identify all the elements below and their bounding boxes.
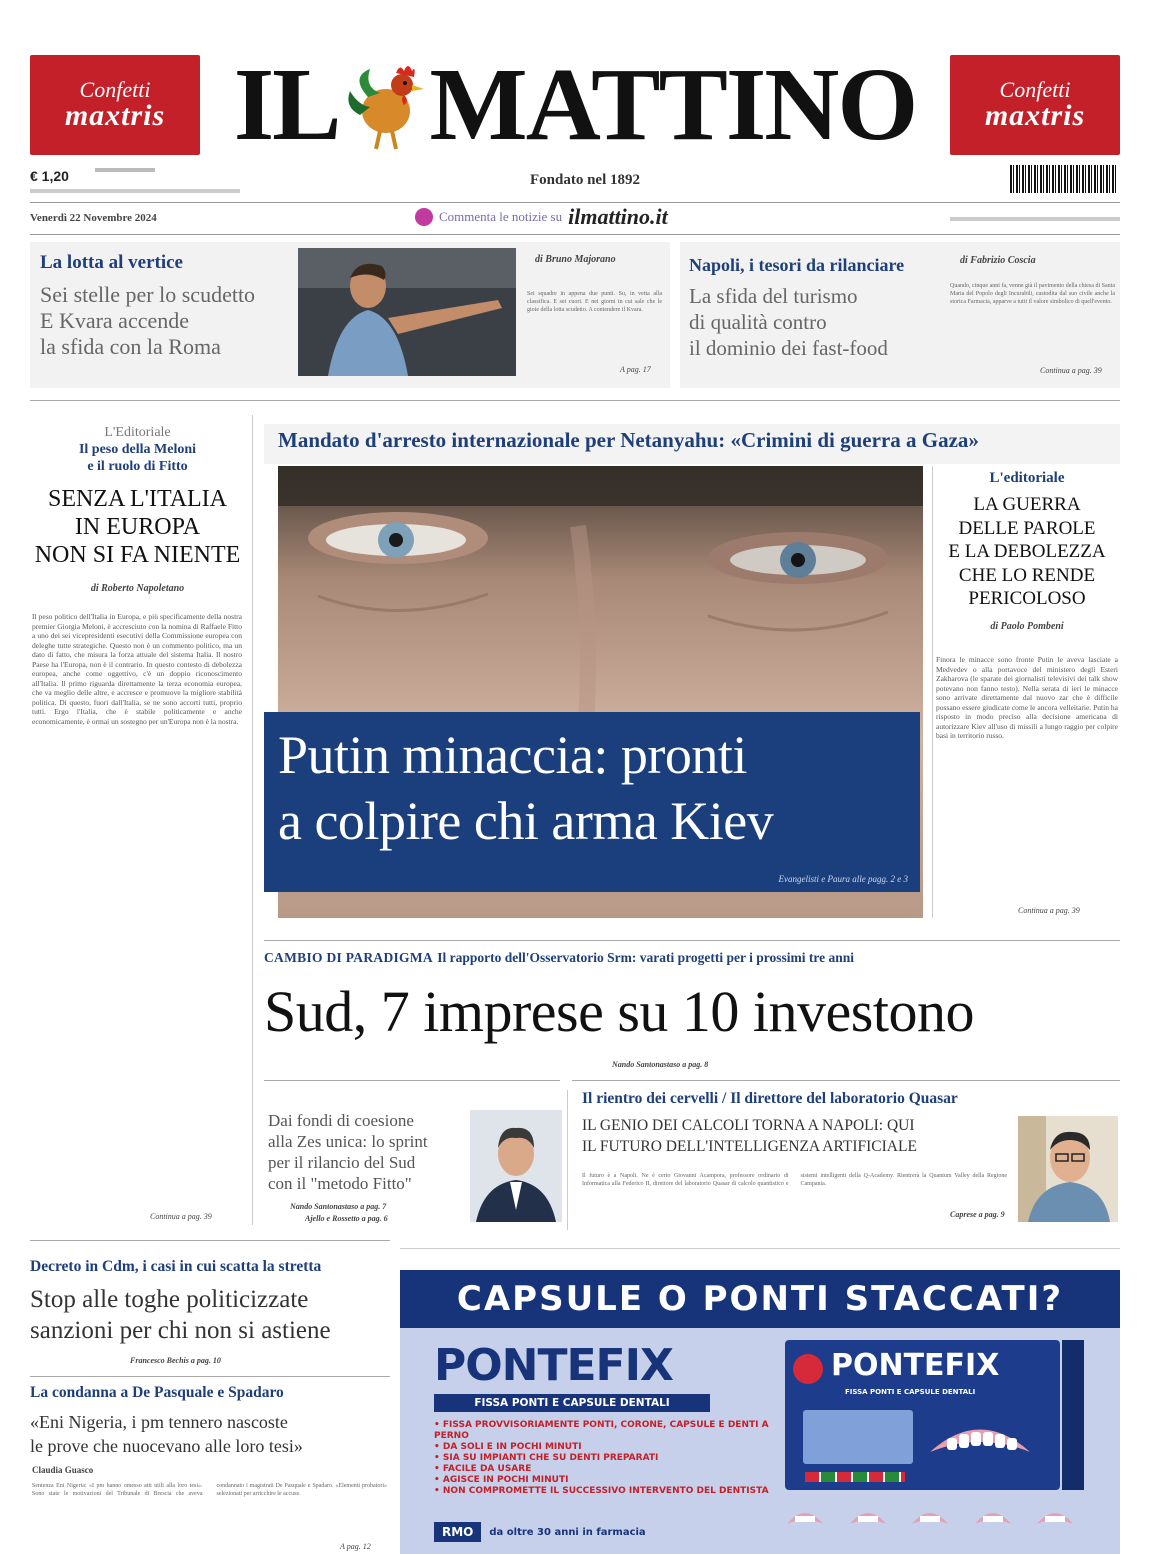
product-box (785, 1340, 1060, 1490)
page-ref: Caprese a pag. 9 (950, 1210, 1005, 1219)
product-box-sub: FISSA PONTI E CAPSULE DENTALI (845, 1388, 976, 1396)
headline-line: DELLE PAROLE (958, 517, 1096, 539)
headline-line: con il "metodo Fitto" (268, 1174, 412, 1193)
headline-line: per il rilancio del Sud (268, 1153, 416, 1172)
print-info-bar (95, 168, 155, 172)
founded-line: Fondato nel 1892 (529, 172, 640, 188)
rooster-icon (340, 57, 430, 174)
fitto-headline[interactable] (268, 1110, 428, 1194)
story-headline (40, 282, 255, 360)
advert-brand: PONTEFIX (434, 1340, 673, 1391)
product-label-panel (803, 1410, 913, 1464)
quasar-portrait (1018, 1116, 1118, 1222)
print-info-bar (950, 217, 1120, 221)
comment-prefix: Commenta le notizie su (439, 209, 563, 224)
logo-text-right: MATTINO (429, 47, 917, 162)
issue-date: Venerdì 22 Novembre 2024 (30, 212, 157, 224)
author: Claudia Guasco (32, 1465, 94, 1475)
page-ref: Continua a pag. 39 (1040, 366, 1102, 375)
advert-bullet: • AGISCE IN POCHI MINUTI (434, 1475, 569, 1485)
byline: Ajello e Rossetto a pag. 6 (305, 1214, 388, 1223)
headline-line: la sfida con la Roma (40, 334, 221, 359)
headline-line: IL FUTURO DELL'INTELLIGENZA ARTIFICIALE (582, 1138, 917, 1155)
left-editorial[interactable] (30, 425, 245, 594)
byline: Nando Santonastaso a pag. 7 (290, 1202, 387, 1211)
denture-icon (973, 1506, 1013, 1532)
byline: Nando Santonastaso a pag. 8 (612, 1060, 709, 1069)
eni-body: Sentenza Eni Nigeria: «I pm hanno omesso atti utili alla loro tesi». Sono state le motivazioni del Tribunale di Brescia che aveva condannato i magistrati De Pasquale e Spadaro. «Elementi probatori» selezionati per arricchire le accuse. (32, 1483, 387, 1497)
story-kicker: La lotta al vertice (40, 252, 183, 273)
decree-kicker: Decreto in Cdm, i casi in cui scatta la stretta (30, 1258, 322, 1275)
masthead-ad-right[interactable] (950, 55, 1120, 155)
quasar-headline[interactable] (582, 1115, 917, 1157)
headline-line: E LA DEBOLEZZA (948, 541, 1106, 562)
south-headline[interactable]: Sud, 7 imprese su 10 investono (264, 979, 974, 1044)
comment-icon (415, 208, 433, 226)
headline-line: IL GENIO DEI CALCOLI TORNA A NAPOLI: QUI (582, 1117, 915, 1134)
advert-bullet: • SIA SU IMPIANTI CHE SU DENTI PREPARATI (434, 1453, 659, 1463)
right-editorial[interactable] (934, 470, 1120, 632)
advert-header: CAPSULE O PONTI STACCATI? (400, 1270, 1120, 1328)
dentures-icon (925, 1412, 1035, 1472)
editorial-body: Finora le minacce sono fronte Putin le aveva lasciate a Medvedev o alla portavoce del ministero degli Esteri Zakharova (le sparate dei giornalisti televisivi dei talk show potevano non fanno testo). Nella serata di ieri le minacce sono arrivate direttamente dal nuovo zar che è difficile possano essere giudicate come le ancora velleitarie. Putin ha risposto in modo preciso alla decisione americana di autorizzare Kiev all'uso di missili a lungo raggio per colpire basi in territorio russo. (936, 655, 1118, 740)
pontefix-advert[interactable] (400, 1270, 1120, 1554)
subtitle-line: Il peso della Meloni (78, 442, 197, 457)
story-body: Quando, cinque anni fa, venne già il pavimento della chiesa di Santa Maria del Popolo degli Incurabili, custodita dal suo civile anche la storica Farmacia, apparve a tutti il valore simbolico di quell'evento. (950, 283, 1115, 305)
eni-headline[interactable] (30, 1410, 303, 1458)
headline-line: PERICOLOSO (968, 588, 1086, 609)
advert-bullet: • FISSA PROVVISORIAMENTE PONTI, CORONE, CAPSULE E DENTI A PERNO (434, 1420, 769, 1441)
quasar-body: Il futuro è a Napoli. Ne è certo Giovanni Acampora, professore ordinario di Informatica alla Federico II, direttore del laboratorio Quasar di calcolo quantistico e sistemi intelligenti della Q-Academy. Rientrerà la Quantum Valley della Regione Campania. (582, 1173, 1007, 1187)
byline: di Bruno Majorano (535, 254, 616, 265)
headline-line: E Kvara accende (40, 308, 190, 333)
quasar-kicker: Il rientro dei cervelli / Il direttore del laboratorio Quasar (582, 1090, 958, 1107)
print-info-bar (30, 189, 240, 193)
editorial-subtitle (30, 441, 245, 475)
denture-icon (785, 1506, 825, 1532)
advert-bullet: • DA SOLI E IN POCHI MINUTI (434, 1442, 582, 1452)
product-box-side (1062, 1340, 1084, 1490)
comment-promo[interactable] (415, 206, 668, 228)
headline-line: «Eni Nigeria, i pm tennero nascoste (30, 1412, 288, 1432)
headline-line: Dai fondi di coesione (268, 1111, 414, 1130)
advert-footer-text: da oltre 30 anni in farmacia (489, 1526, 646, 1538)
advert-bullet: • FACILE DA USARE (434, 1464, 532, 1474)
ad-brand-line1: Confetti (79, 77, 151, 102)
headline-line: il dominio dei fast-food (689, 336, 888, 360)
byline: di Fabrizio Coscia (960, 255, 1036, 266)
story-body: Sei squadre in appena due punti. Su, in vetta alla classifica. E sei cuori. E nei giorni in cui sale che le gioie della lotta scudetto. A contendere il Kvara. (527, 291, 662, 313)
advert-footer-brand: RMO (434, 1522, 481, 1542)
kicker-rest: Il rapporto dell'Osservatorio Srm: varati progetti per i prossimi tre anni (437, 950, 854, 965)
product-logo-icon (793, 1354, 823, 1384)
denture-icon (910, 1506, 950, 1532)
ad-brand-line2: maxtris (984, 99, 1086, 132)
decree-headline[interactable] (30, 1284, 331, 1346)
editorial-label: L'editoriale (989, 470, 1065, 486)
advert-brand-sub: FISSA PONTI E CAPSULE DENTALI (434, 1394, 710, 1412)
headline-line: NON SI FA NIENTE (34, 542, 241, 568)
headline-line: Stop alle toghe politicizzate (30, 1286, 309, 1313)
byline: di Paolo Pombeni (990, 620, 1064, 632)
fitto-portrait (470, 1110, 562, 1222)
page-ref: Continua a pag. 39 (1018, 906, 1080, 915)
headline-line: CHE LO RENDE (958, 564, 1096, 586)
page-ref: A pag. 12 (340, 1542, 371, 1551)
editorial-label: L'Editoriale (104, 425, 171, 440)
page-ref: A pag. 17 (620, 365, 651, 374)
editorial-headline (934, 493, 1120, 611)
ad-brand-line1: Confetti (999, 77, 1071, 102)
story-headline (689, 283, 888, 361)
advert-bullets (434, 1420, 774, 1497)
headline-line: le prove che nuocevano alle loro tesi» (30, 1436, 303, 1456)
editorial-headline (30, 485, 245, 569)
byline: di Roberto Napoletano (90, 583, 185, 594)
barcode (1010, 165, 1116, 193)
site-link[interactable]: ilmattino.it (568, 204, 668, 229)
headline-line: SENZA L'ITALIA (47, 486, 228, 512)
price: € 1,20 (30, 168, 69, 184)
advert-footer (434, 1522, 646, 1542)
headline-line: LA GUERRA (973, 494, 1081, 515)
headline-line: di qualità contro (689, 310, 827, 334)
headline-line: sanzioni per chi non si astiene (30, 1317, 331, 1344)
subtitle-line: e il ruolo di Fitto (87, 459, 188, 474)
headline-line: IN EUROPA (74, 514, 201, 540)
newspaper-logo[interactable] (210, 47, 940, 162)
flags-strip (805, 1472, 905, 1482)
story-kicker: Napoli, i tesori da rilanciare (689, 255, 905, 275)
logo-text-left: IL (233, 47, 340, 162)
product-box-title: PONTEFIX (831, 1348, 1000, 1383)
headline-line: a colpire chi arma Kiev (278, 791, 774, 851)
denture-icon (848, 1506, 888, 1532)
dentures-row (785, 1506, 1075, 1536)
page-ref: Continua a pag. 39 (150, 1212, 212, 1221)
denture-icon (1035, 1506, 1075, 1532)
footballer-photo (298, 248, 516, 376)
headline-line: Putin minaccia: pronti (278, 725, 747, 785)
lead-headline (278, 722, 773, 854)
south-kicker (264, 950, 1120, 966)
lead-kicker[interactable]: Mandato d'arresto internazionale per Netanyahu: «Crimini di guerra a Gaza» (278, 428, 979, 452)
advert-bullet: • NON COMPROMETTE IL SUCCESSIVO INTERVENTO DEL DENTISTA (434, 1486, 769, 1496)
masthead-ad-left[interactable] (30, 55, 200, 155)
headline-line: La sfida del turismo (689, 284, 858, 308)
kicker-strong: CAMBIO DI PARADIGMA (264, 950, 433, 965)
editorial-body: Il peso politico dell'Italia in Europa, e più specificamente della nostra premier Giorgia Meloni, è accresciuto con la nomina di Raffaele Fitto a uno dei sei vicepresidenti esecutivi della Commissione europea con deleghe tutte strategiche. Questo non è un commento politico, ma un dato di fatto, che misura la forza attuale del sistema Italia. Il nostro Paese ha l'Europa, non è il contrario. In questo contesto di debolezza europea, anche come oggettivo, c'è un doppio riconoscimento all'Italia. Il primo riguarda direttamente la terza economia europea, che va meglio delle altre, e accresce e promuove la migliore stabilità politica. Di questo, fuori dall'Italia, se ne sono accorti tutti, proprio tutti. Ergo l'Italia, che è stabile politicamente e anche economicamente, è ormai un sostegno per un'Europa non è la nostra. (32, 612, 242, 726)
lead-credit: Evangelisti e Paura alle pagg. 2 e 3 (778, 874, 908, 884)
headline-line: Sei stelle per lo scudetto (40, 282, 256, 307)
byline: Francesco Bechis a pag. 10 (130, 1356, 221, 1365)
ad-brand-line2: maxtris (64, 99, 166, 132)
headline-line: alla Zes unica: lo sprint (268, 1132, 428, 1151)
eni-kicker: La condanna a De Pasquale e Spadaro (30, 1384, 284, 1401)
lead-headline-box[interactable] (264, 712, 920, 892)
